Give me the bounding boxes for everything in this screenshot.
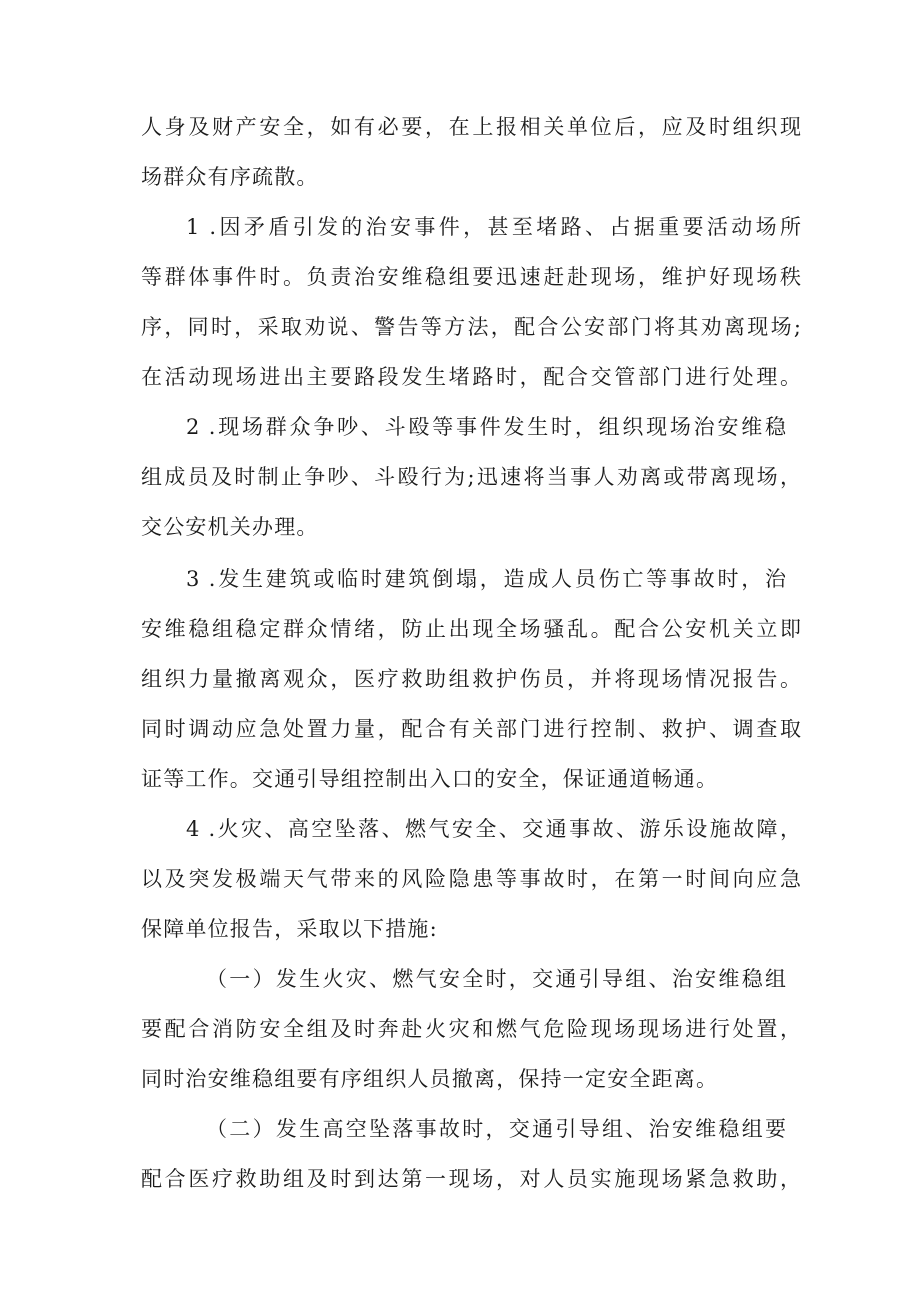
text-line: 组织力量撤离观众，医疗救助组救护伤员，并将现场情况报告。 xyxy=(141,667,801,691)
text-line: 证等工作。交通引导组控制出入口的安全，保证通道畅通。 xyxy=(141,767,719,791)
text-line: 人身及财产安全，如有必要，在上报相关单位后，应及时组织现 xyxy=(141,115,801,139)
text-line: 同时调动应急处置力量，配合有关部门进行控制、救护、调查取 xyxy=(141,717,801,741)
text-line: 2 .现场群众争吵、斗殴等事件发生时，组织现场治安维稳 xyxy=(186,415,786,439)
text-line: 组成员及时制止争吵、斗殴行为;迅速将当事人劝离或带离现场， xyxy=(141,465,801,489)
text-line: 1 .因矛盾引发的治安事件，甚至堵路、占据重要活动场所 xyxy=(186,215,801,239)
text-line: 要配合消防安全组及时奔赴火灾和燃气危险现场现场进行处置， xyxy=(141,1017,801,1041)
text-line: 3 .发生建筑或临时建筑倒塌，造成人员伤亡等事故时，治 xyxy=(186,567,786,591)
text-line: （一）发生火灾、燃气安全时，交通引导组、治安维稳组 xyxy=(206,967,786,991)
text-line: 配合医疗救助组及时到达第一现场，对人员实施现场紧急救助， xyxy=(141,1167,801,1191)
text-line: （二）发生高空坠落事故时，交通引导组、治安维稳组要 xyxy=(206,1117,786,1141)
text-line: 4 .火灾、高空坠落、燃气安全、交通事故、游乐设施故障， xyxy=(186,817,801,841)
text-line: 安维稳组稳定群众情绪，防止出现全场骚乱。配合公安机关立即 xyxy=(141,617,801,641)
text-line: 在活动现场进出主要路段发生堵路时，配合交管部门进行处理。 xyxy=(141,365,801,389)
text-line: 场群众有序疏散。 xyxy=(141,165,319,189)
text-line: 以及突发极端天气带来的风险隐患等事故时，在第一时间向应急 xyxy=(141,867,801,891)
text-line: 等群体事件时。负责治安维稳组要迅速赶赴现场，维护好现场秩 xyxy=(141,265,801,289)
text-line: 交公安机关办理。 xyxy=(141,515,319,539)
text-line: 序，同时，采取劝说、警告等方法，配合公安部门将其劝离现场; xyxy=(141,315,801,339)
text-line: 同时治安维稳组要有序组织人员撤离，保持一定安全距离。 xyxy=(141,1067,719,1091)
text-line: 保障单位报告，采取以下措施: xyxy=(141,917,438,941)
